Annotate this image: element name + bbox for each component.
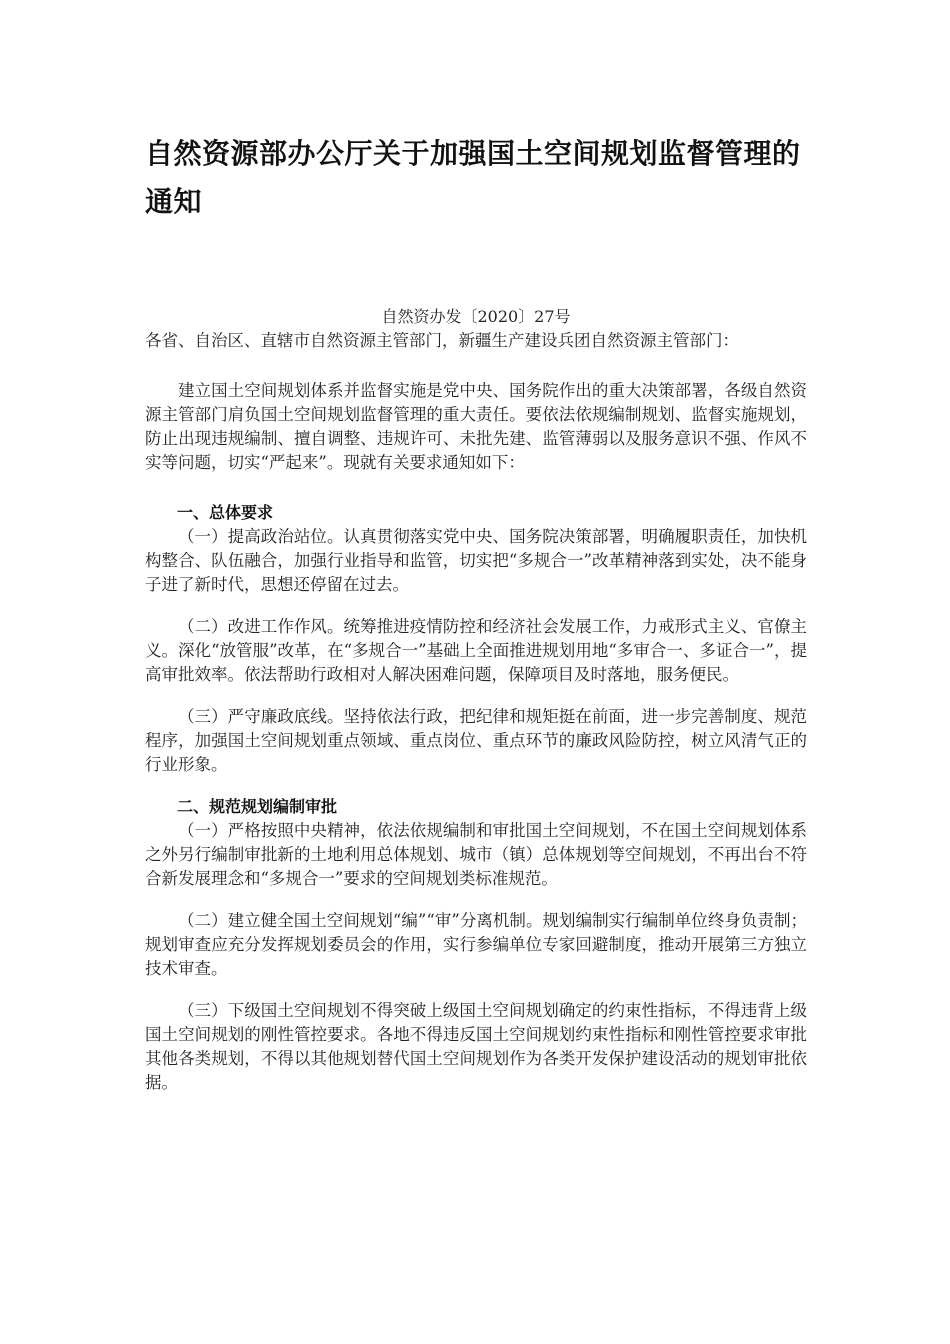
addressee: 各省、自治区、直辖市自然资源主管部门，新疆生产建设兵团自然资源主管部门：: [145, 331, 739, 350]
intro-paragraph: 建立国土空间规划体系并监督实施是党中央、国务院作出的重大决策部署，各级自然资源主管部门肩负国土空间规划监督管理的重大责任。要依法依规编制规划、监督实施规划，防止出现违规编制、擅自调整、违规许可、未批先建、监管薄弱以及服务意识不强、作风不实等问题，切实“严起来”。现就有关要求通知如下：: [145, 381, 807, 472]
section-paragraph: （三）下级国土空间规划不得突破上级国土空间规划确定的约束性指标，不得违背上级国土空间规划的刚性管控要求。各地不得违反国土空间规划约束性指标和刚性管控要求审批其他各类规划，不得以其他规划替代国土空间规划作为各类开发保护建设活动的规划审批依据。: [145, 1001, 807, 1092]
section-paragraph: （二）建立健全国土空间规划“编”“审”分离机制。规划编制实行编制单位终身负责制；规划审查应充分发挥规划委员会的作用，实行参编单位专家回避制度，推动开展第三方独立技术审查。: [145, 911, 807, 978]
section-general-requirements: [145, 501, 807, 777]
section-paragraph: （二）改进工作作风。统筹推进疫情防控和经济社会发展工作，力戒形式主义、官僚主义。深化“放管服”改革，在“多规合一”基础上全面推进规划用地“多审合一、多证合一”，提高审批效率。依法帮助行政相对人解决困难问题，保障项目及时落地，服务便民。: [145, 617, 807, 684]
spacer: [145, 475, 807, 501]
section-heading: 二、规范规划编制审批: [177, 797, 338, 816]
section-paragraph: （三）严守廉政底线。坚持依法行政，把纪律和规矩挺在前面，进一步完善制度、规范程序，加强国土空间规划重点领域、重点岗位、重点环节的廉政风险防控，树立风清气正的行业形象。: [145, 707, 807, 774]
section-plan-approval: [145, 795, 807, 1095]
document-title: 自然资源部办公厅关于加强国土空间规划监督管理的通知: [145, 137, 801, 218]
section-paragraph: （一）提高政治站位。认真贯彻落实党中央、国务院决策部署，明确履职责任，加快机构整合、队伍融合，加强行业指导和监管，切实把“多规合一”改革精神落到实处，决不能身子进了新时代，思想还停留在过去。: [145, 527, 807, 594]
spacer: [145, 597, 807, 615]
spacer: [145, 687, 807, 705]
document-body: [145, 130, 807, 1095]
spacer: [145, 981, 807, 999]
document-number: 自然资办发〔2020〕27号: [381, 307, 571, 326]
section-paragraph: （一）严格按照中央精神，依法依规编制和审批国土空间规划，不在国土空间规划体系之外另行编制审批新的土地利用总体规划、城市（镇）总体规划等空间规划，不再出台不符合新发展理念和“多规合一”要求的空间规划类标准规范。: [145, 821, 807, 888]
spacer: [145, 777, 807, 795]
spacer: [145, 891, 807, 909]
section-heading: 一、总体要求: [177, 503, 274, 522]
spacer: [145, 353, 807, 379]
